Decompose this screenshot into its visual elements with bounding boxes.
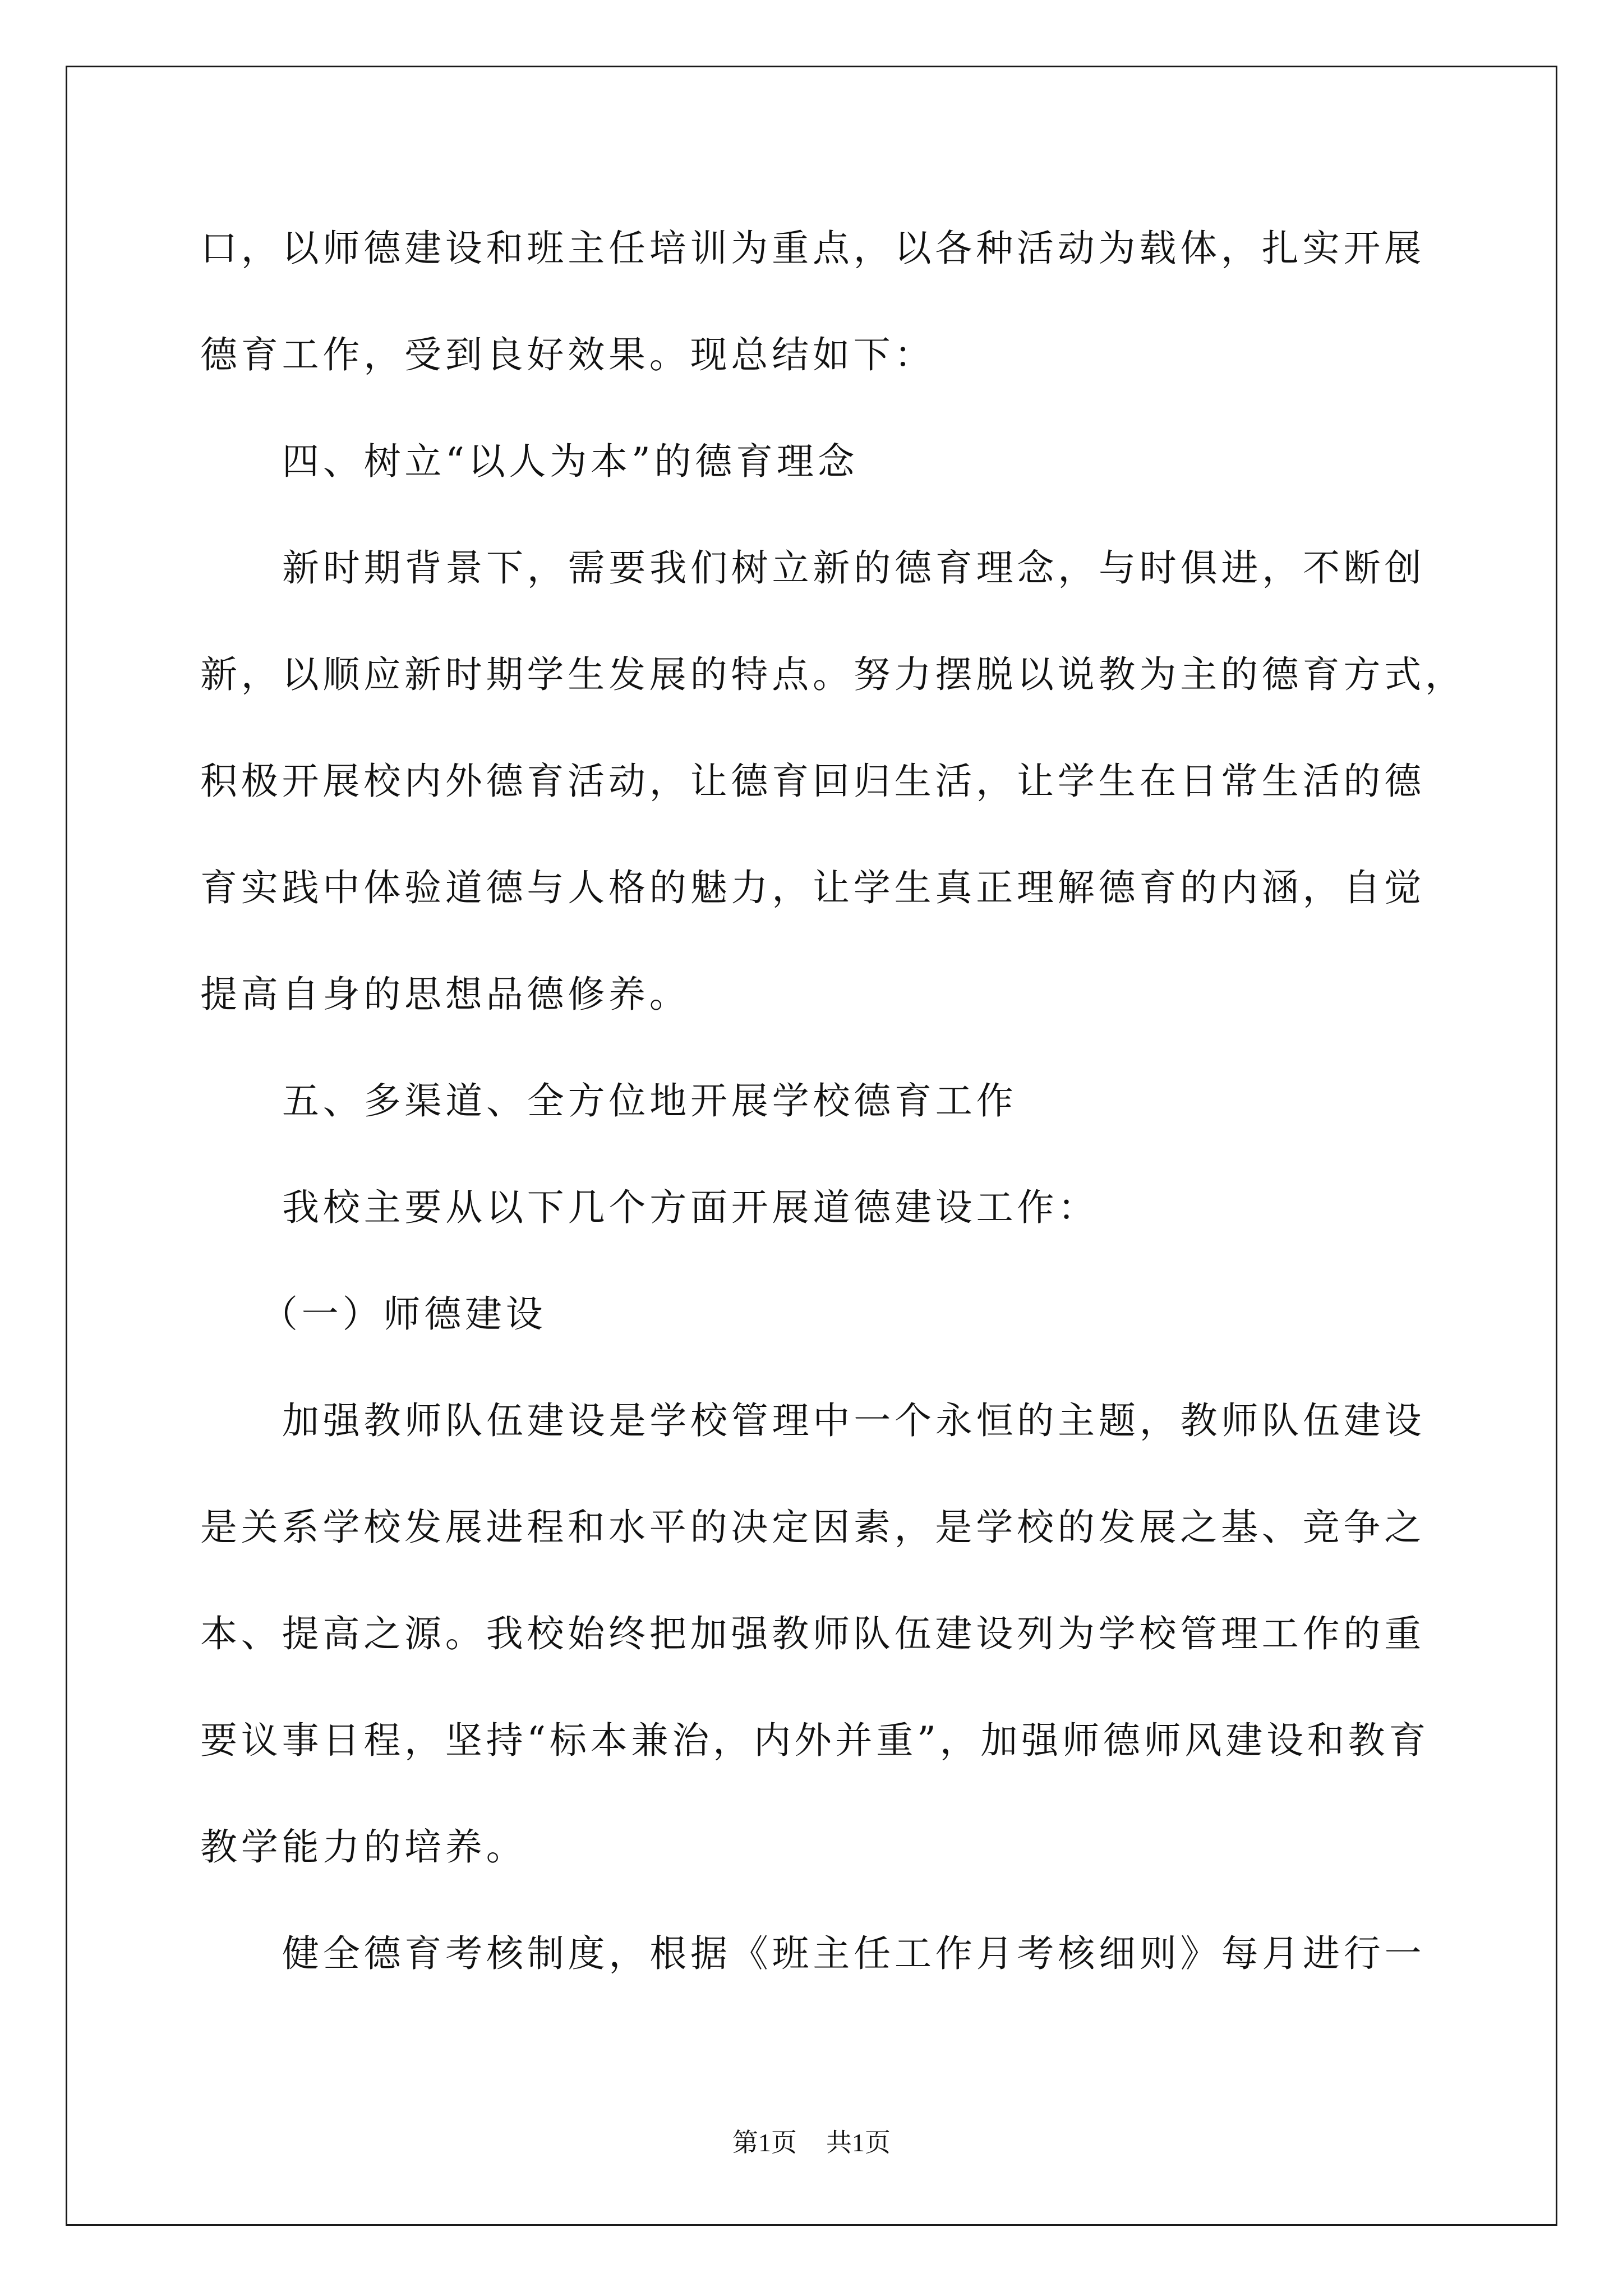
text-line: 本、提高之源。我校始终把加强教师队伍建设列为学校管理工作的重: [200, 1612, 1425, 1655]
text-line: 是关系学校发展进程和水平的决定因素，是学校的发展之基、竞争之: [200, 1506, 1425, 1549]
text-line: 教学能力的培养。: [200, 1825, 527, 1869]
page-footer: [0, 2126, 1623, 2160]
text-line: 积极开展校内外德育活动，让德育回归生活，让学生在日常生活的德: [200, 760, 1425, 803]
text-line: 新，以顺应新时期学生发展的特点。努力摆脱以说教为主的德育方式，: [200, 653, 1466, 696]
page-number-current: 第1页: [732, 2128, 797, 2157]
subsection-heading: （一）师德建设: [261, 1292, 547, 1336]
section-heading: 五、多渠道、全方位地开展学校德育工作: [282, 1079, 1017, 1122]
text-line: 新时期背景下，需要我们树立新的德育理念，与时俱进，不断创: [282, 546, 1426, 590]
text-line: 育实践中体验道德与人格的魅力，让学生真正理解德育的内涵，自觉: [200, 866, 1425, 909]
text-line: 口，以师德建设和班主任培训为重点，以各种活动为载体，扎实开展: [200, 227, 1425, 270]
page-number-total: 共1页: [826, 2128, 891, 2157]
text-line: 德育工作，受到良好效果。现总结如下：: [200, 333, 935, 376]
text-line: 健全德育考核制度，根据《班主任工作月考核细则》每月进行一: [282, 1932, 1426, 1975]
text-line: 加强教师队伍建设是学校管理中一个永恒的主题，教师队伍建设: [282, 1399, 1426, 1442]
text-line: 提高自身的思想品德修养。: [200, 973, 690, 1016]
document-body: [200, 195, 1535, 2007]
text-line: 我校主要从以下几个方面开展道德建设工作：: [282, 1186, 1099, 1229]
text-line: 要议事日程，坚持“标本兼治，内外并重”，加强师德师风建设和教育: [200, 1719, 1430, 1762]
section-heading: 四、树立“以人为本”的德育理念: [282, 440, 859, 483]
